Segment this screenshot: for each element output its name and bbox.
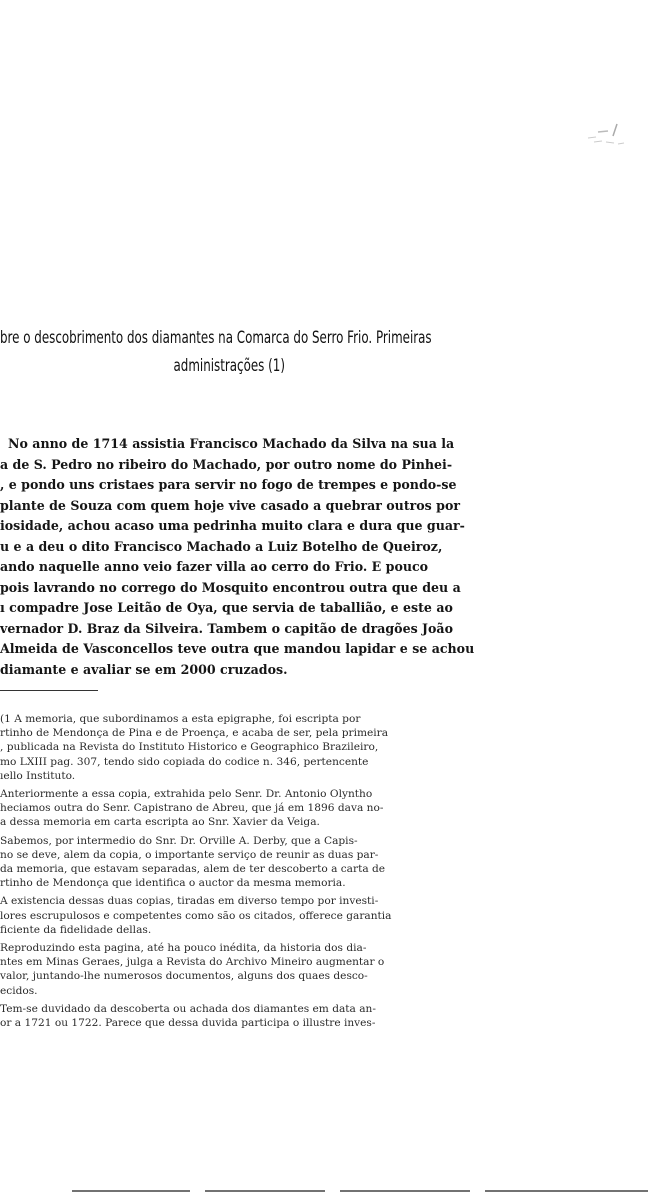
footnote-divider: [0, 690, 98, 691]
footnote-line: Sabemos, por intermedio do Snr. Dr. Orville A. Derby, que a Capis-: [0, 834, 358, 847]
footnote-line: ecidos.: [0, 984, 38, 997]
footnote-paragraph: [0, 834, 492, 891]
footnote-paragraph: [0, 894, 492, 937]
footnote-line: rtinho de Mendonça de Pina e de Proença, e acaba de ser, pela primeira: [0, 727, 389, 740]
footnote-line: heciamos outra do Senr. Capistrano de Abreu, que já em 1896 dava no-: [0, 802, 384, 815]
body-line: vernador D. Braz da Silveira. Tambem o capitão de dragões João: [0, 620, 453, 636]
footnote-line: (1 A memoria, que subordinamos a esta epigraphe, foi escripta por: [0, 713, 361, 725]
footnote-line: Anteriormente a essa copia, extrahida pelo Senr. Dr. Antonio Olyntho: [0, 788, 373, 801]
footnote-line: A existencia dessas duas copias, tiradas em diverso tempo por investi-: [0, 895, 379, 908]
body-line: a de S. Pedro no ribeiro do Machado, por outro nome do Pinhei-: [0, 456, 453, 472]
footnote-line: a dessa memoria em carta escripta ao Snr. Xavier da Veiga.: [0, 816, 320, 829]
body-line: diamante e avaliar se em 2000 cruzados.: [0, 661, 288, 677]
footnote-line: ıello Instituto.: [0, 769, 76, 782]
footnote-line: , publicada na Revista do Instituto Historico e Geographico Brazileiro,: [0, 741, 379, 754]
body-line: ando naquelle anno veio fazer villa ao cerro do Frio. E pouco: [0, 559, 429, 574]
body-paragraph: [0, 434, 500, 680]
section-title-line-1: bre o descobrimento dos diamantes na Comarca do Serro Frio. Primeiras: [0, 328, 432, 347]
footnote-line: or a 1721 ou 1722. Parece que dessa duvida participa o illustre inves-: [0, 1017, 376, 1030]
body-line: u e a deu o dito Francisco Machado a Luiz Botelho de Queiroz,: [0, 538, 443, 554]
body-line: No anno de 1714 assistia Francisco Machado da Silva na sua la: [8, 436, 455, 451]
footnote-line: no se deve, alem da copia, o importante serviço de reunir as duas par-: [0, 848, 379, 861]
body-line: , e pondo uns cristaes para servir no fogo de trempes e pondo-se: [0, 477, 457, 492]
footnote-line: ntes em Minas Geraes, julga a Revista do Archivo Mineiro augmentar o: [0, 956, 385, 969]
footnote-line: rtinho de Mendonça que identifica o auctor da mesma memoria.: [0, 877, 346, 890]
footnote-paragraph: [0, 787, 492, 830]
footnote-line: da memoria, que estavam separadas, alem de ter descoberto a carta de: [0, 863, 386, 876]
section-title-line-2: administrações (1): [173, 356, 285, 375]
bottom-scan-edge: [0, 1188, 648, 1194]
footnote-line: lores escrupulosos e competentes como são os citados, offerece garantia: [0, 909, 392, 922]
footnote-line: valor, juntando-lhe numerosos documentos, alguns dos quaes desco-: [0, 970, 368, 983]
footnote-paragraph: [0, 1002, 492, 1030]
footnote-paragraph: [0, 712, 492, 783]
footnote-line: Tem-se duvidado da descoberta ou achada dos diamantes em data an-: [0, 1002, 376, 1015]
body-line: plante de Souza com quem hoje vive casado a quebrar outros por: [0, 497, 460, 513]
footnote-line: Reproduzindo esta pagina, até ha pouco inédita, da historia dos dia-: [0, 942, 367, 955]
body-line: pois lavrando no corrego do Mosquito encontrou outra que deu a: [0, 579, 461, 595]
footnote-paragraph: [0, 941, 492, 998]
footnote-line: mo LXIII pag. 307, tendo sido copiada do codice n. 346, pertencente: [0, 755, 369, 768]
section-title: [0, 324, 500, 380]
body-line: Almeida de Vasconcellos teve outra que mandou lapidar e se achou: [0, 641, 475, 656]
body-line: ı compadre Jose Leitão de Oya, que servia de taballião, e este ao: [0, 600, 453, 615]
body-line: iosidade, achou acaso uma pedrinha muito clara e dura que guar-: [0, 518, 465, 533]
corner-pencil-mark: [584, 118, 626, 158]
footnote-line: ficiente da fidelidade dellas.: [0, 923, 152, 936]
footnotes: [0, 712, 492, 1034]
